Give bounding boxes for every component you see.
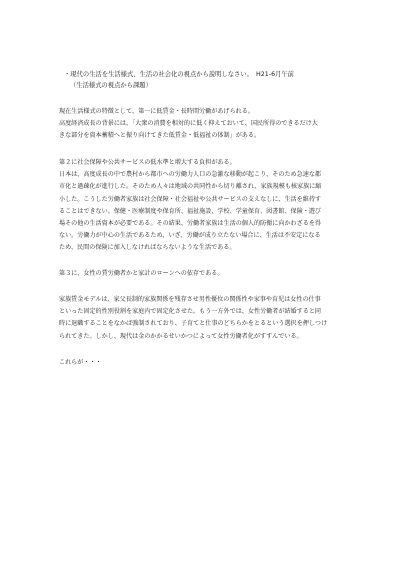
paragraph-low-wage: [59, 106, 353, 143]
text-line: 第３に、女性の賃労働者かと家計のローンへの依存である。: [59, 270, 224, 277]
paragraph-social-security: [59, 157, 353, 255]
question-text: ・現代の生活を生活様式、生活の社会化の視点から説明しなさい。 H21-6月午前: [64, 71, 294, 78]
text-line: 場その他の生活資本が必要である。その結果、労働者家族は生活の個人的防衛に向かわざるを得: [59, 220, 322, 228]
text-line: 家族賃金モデルは、家父長制的家族関係を残存させ男性優位の関係性や家事や育児は女性の仕事: [59, 296, 321, 303]
text-line: ることはできない。保健・医療制度や保育所、福祉施設、学校、学童保育、図書館、保険・遊び: [59, 207, 322, 215]
text-line: ない。労働力が中心の生活であるため、いざ、労働が成り立たない場合に、生活は不安定になる: [59, 232, 321, 240]
text-line: きな部分を資本蓄積へと振り向けてきた低賃金・低福祉の体制」がある。: [59, 132, 261, 140]
text-line: 第２に社会保障や公共サービスの低水準と増大する負担がある。: [59, 159, 236, 166]
text-line: られてきた。しかし、現代は金のかかるせいかつによって女性労働者化がすすんでいる。: [59, 332, 303, 340]
text-line: 現在生活様式の特徴として、第一に低賃金・長時間労働があげられる。: [59, 108, 254, 115]
text-line: といった固定的性別役割を家庭内で固定化させた。もう一方外では、女性労働者が結婚すると同: [59, 308, 322, 316]
text-line: ため、民間の保険に加入しなければならないような生活である。: [59, 244, 236, 252]
text-line: これらが・・・: [59, 359, 102, 366]
question-subtitle: （生活様式の視点から課題）: [70, 82, 152, 89]
paragraph-conclusion: [59, 357, 353, 369]
text-line: 高度経済成長の背景には、「大衆の消費を相対的に低く抑えておいて、国民所得のできるだけ大: [59, 120, 318, 128]
text-line: 日本は、高度成長の中で農村から都市への労働力人口の急激な移動が起こり、そのため急速な都: [59, 171, 322, 179]
text-line: 小した。こうした労働者家族は社会保障・社会福祉や公共サービスの支えなしに、生活を維持す: [59, 195, 322, 203]
exam-question: [64, 69, 364, 91]
paragraph-family-wage: [59, 294, 353, 343]
paragraph-women-labor: [59, 268, 353, 280]
text-line: 時に退職することをなかば強制されており、子育てと仕事のどちらかをとるという選択を押しつけ: [59, 320, 328, 328]
text-line: 市化と過疎化が進行した。そのため人々は地域の共同性から切り離され、家族規模も核家族に縮: [59, 183, 322, 191]
